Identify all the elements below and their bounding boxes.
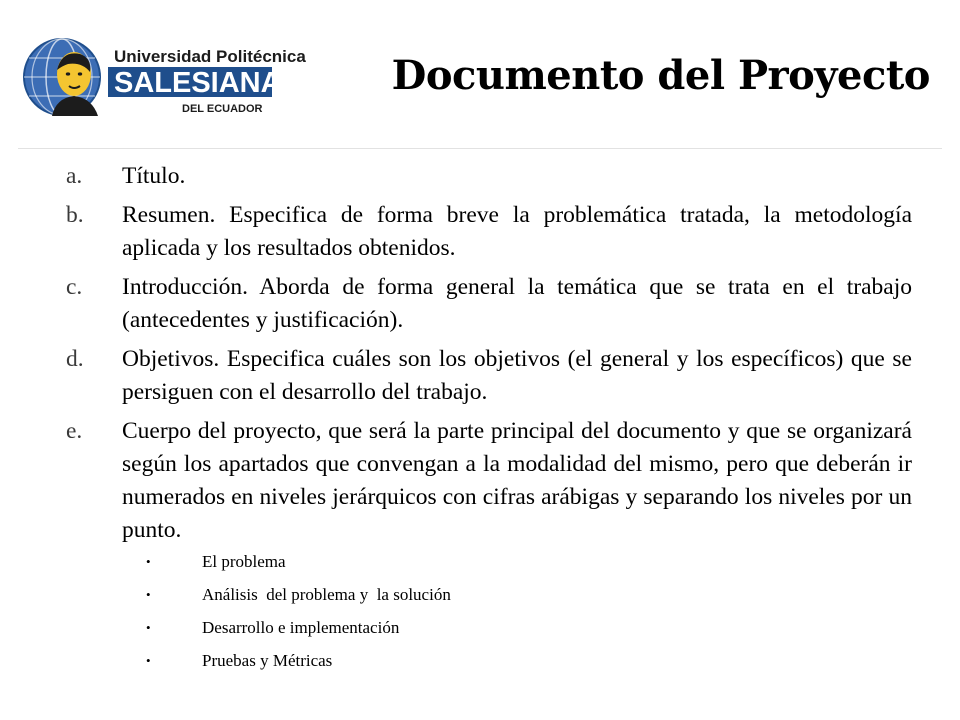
list-marker: a. (66, 163, 83, 189)
university-logo (22, 36, 306, 118)
sub-item-analisis (122, 584, 912, 606)
sub-item-desarrollo (122, 617, 912, 639)
sub-item-text: El problema (202, 552, 286, 571)
document-content (66, 160, 912, 683)
bullet-icon: • (146, 587, 151, 602)
sub-item-text: Pruebas y Métricas (202, 651, 333, 670)
sub-item-text: Análisis del problema y la solución (202, 585, 451, 604)
header-divider (18, 148, 942, 149)
logo-line3: DEL ECUADOR (182, 103, 263, 115)
list-item-text: Título. (122, 163, 186, 189)
sub-list (122, 551, 912, 672)
sub-item-problema (122, 551, 912, 573)
logo-line2: SALESIANA (114, 67, 282, 99)
list-item-text: Objetivos. Especifica cuáles son los objetivos (el general y los específicos) que se persiguen con el desarrollo del trabajo. (122, 346, 912, 405)
page-title: Documento del Proyecto (391, 52, 930, 99)
list-item-text: Introducción. Aborda de forma general la temática que se trata en el trabajo (antecedentes y justificación). (122, 274, 912, 333)
list-item-text: Resumen. Especifica de forma breve la problemática tratada, la metodología aplicada y los resultados obtenidos. (122, 202, 912, 261)
list-marker: c. (66, 274, 83, 300)
bullet-icon: • (146, 620, 151, 635)
bullet-icon: • (146, 653, 151, 668)
bullet-icon: • (146, 554, 151, 569)
list-item-titulo (66, 160, 912, 193)
list-marker: e. (66, 418, 83, 444)
sub-item-text: Desarrollo e implementación (202, 618, 400, 637)
list-item-resumen (66, 199, 912, 265)
list-marker: d. (66, 346, 84, 372)
section-list (66, 160, 912, 672)
list-item-text: Cuerpo del proyecto, que será la parte principal del documento y que se organizará según los apartados que convengan a la modalidad del mismo, pero que deberán ir numerados en niveles jerárquicos con cifras arábigas y separando los niveles por un punto. (122, 418, 912, 543)
sub-item-pruebas (122, 650, 912, 672)
list-marker: b. (66, 202, 84, 228)
list-item-objetivos (66, 343, 912, 409)
list-item-cuerpo (66, 415, 912, 672)
list-item-introduccion (66, 271, 912, 337)
logo-line1: Universidad Politécnica (114, 47, 306, 66)
